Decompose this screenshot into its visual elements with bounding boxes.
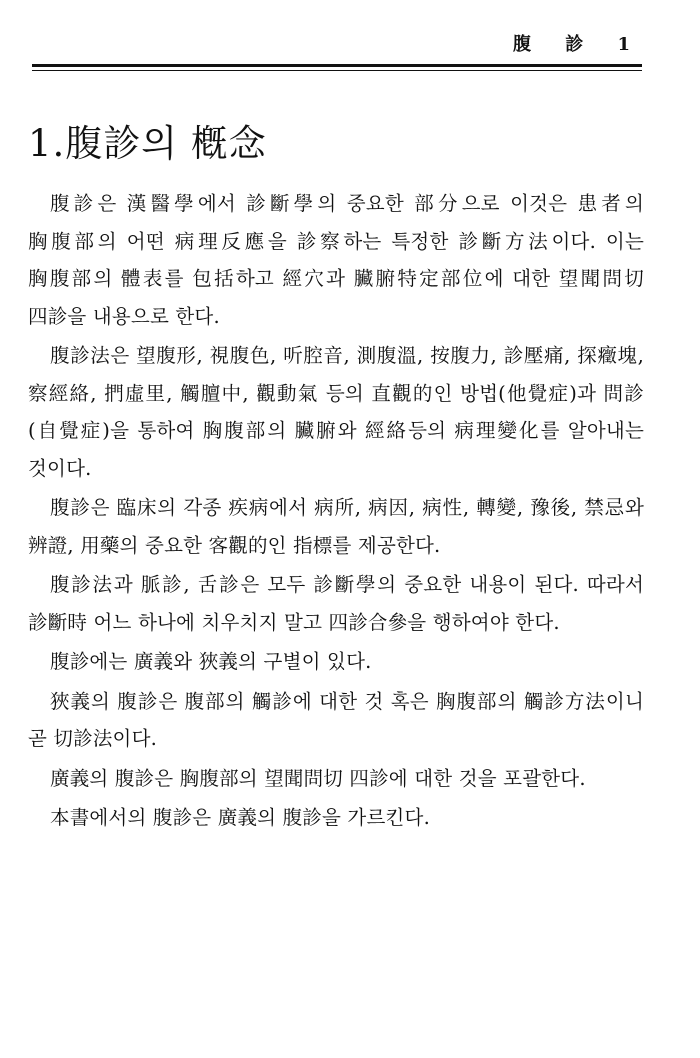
paragraph: 腹診은 臨床의 각종 疾病에서 病所, 病因, 病性, 轉變, 豫後, 禁忌와 辨證, 用藥의 중요한 客觀的인 指標를 제공한다. (28, 496, 644, 557)
paragraph: 本書에서의 腹診은 廣義의 腹診을 가르킨다. (50, 806, 430, 829)
running-header: 腹 診 1 (512, 34, 644, 55)
paragraph: 腹診法은 望腹形, 視腹色, 听腔音, 測腹溫, 按腹力, 診壓痛, 探癥塊, 察經絡, 捫虛里, 觸膻中, 觀動氣 등의 直觀的인 방법(他覺症)과 問診(自覺症)을 통하여 胸腹部의 臟腑와 經絡등의 病理變化를 알아내는 것이다. (28, 344, 644, 480)
body-text (28, 185, 644, 837)
paragraph: 廣義의 腹診은 胸腹部의 望聞問切 四診에 대한 것을 포괄한다. (50, 766, 586, 790)
paragraph: 腹診은 漢醫學에서 診斷學의 중요한 部分으로 이것은 患者의 胸腹部의 어떤 病理反應을 診察하는 특정한 診斷方法이다. 이는 胸腹部의 體表를 包括하고 經穴과 臟腑特定部位에 대한 望聞問切 四診을 내용으로 한다. (28, 192, 644, 328)
paragraph: 腹診法과 脈診, 舌診은 모두 診斷學의 중요한 내용이 된다. 따라서 診斷時 어느 하나에 치우치지 말고 四診合參을 행하여야 한다. (28, 573, 644, 634)
paragraph: 腹診에는 廣義와 狹義의 구별이 있다. (50, 650, 372, 673)
header-rule-thick (32, 64, 642, 67)
paragraph: 狹義의 腹診은 腹部의 觸診에 대한 것 혹은 胸腹部의 觸診方法이니 곧 切診法이다. (28, 689, 644, 750)
section-title: 1.腹診의 槪念 (28, 122, 267, 165)
header-rule-thin (32, 70, 642, 71)
